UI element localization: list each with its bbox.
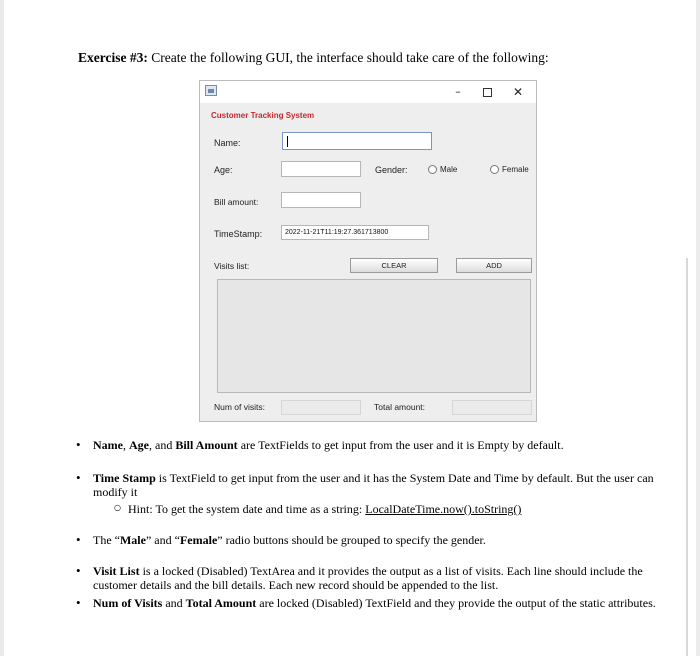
page-edge-left bbox=[0, 0, 4, 656]
gui-window bbox=[199, 80, 537, 422]
male-radio[interactable] bbox=[428, 165, 437, 174]
text-segment: ” radio buttons should be grouped to specify the gender. bbox=[217, 533, 486, 547]
bullet-dot: • bbox=[76, 563, 81, 578]
text-segment: and bbox=[162, 596, 186, 610]
maximize-button[interactable] bbox=[475, 81, 499, 103]
gender-label: Gender: bbox=[375, 165, 408, 175]
text-segment: ” and “ bbox=[145, 533, 180, 547]
bill-amount-label: Bill amount: bbox=[214, 197, 259, 207]
exercise-description: Create the following GUI, the interface should take care of the following: bbox=[147, 50, 549, 65]
page-edge-right bbox=[696, 0, 700, 656]
term-male: Male bbox=[119, 533, 146, 547]
male-label: Male bbox=[440, 165, 458, 174]
term-visit-list: Visit List bbox=[93, 564, 140, 578]
text-segment: are locked (Disabled) TextField and they provide the output of the static attributes. bbox=[256, 596, 656, 610]
minimize-button[interactable]: – bbox=[455, 85, 461, 98]
num-visits-label: Num of visits: bbox=[214, 402, 266, 412]
add-button[interactable]: ADD bbox=[456, 258, 532, 273]
name-label: Name: bbox=[214, 138, 241, 148]
term-age: Age bbox=[129, 438, 149, 452]
term-female: Female bbox=[179, 533, 218, 547]
exercise-heading bbox=[78, 50, 549, 66]
timestamp-label: TimeStamp: bbox=[214, 229, 263, 239]
text-segment: The “ bbox=[93, 533, 120, 547]
text-segment: are TextFields to get input from the user and it is Empty by default. bbox=[237, 438, 564, 452]
term-time-stamp: Time Stamp bbox=[93, 471, 156, 485]
num-visits-field bbox=[281, 400, 361, 415]
maximize-icon bbox=[483, 88, 492, 97]
term-bill-amount: Bill Amount bbox=[175, 438, 238, 452]
total-amount-label: Total amount: bbox=[374, 402, 426, 412]
bullet-dot: • bbox=[76, 595, 81, 610]
name-input[interactable] bbox=[282, 132, 432, 150]
hint-text: Hint: To get the system date and time as a string: bbox=[128, 502, 366, 516]
text-segment: , and bbox=[149, 438, 176, 452]
term-num-of-visits: Num of Visits bbox=[93, 596, 163, 610]
total-amount-field bbox=[452, 400, 532, 415]
text-segment: , bbox=[123, 438, 129, 452]
bullet-dot: • bbox=[76, 437, 81, 452]
visits-list-textarea bbox=[217, 279, 531, 393]
age-input[interactable] bbox=[281, 161, 361, 177]
hint-code: LocalDateTime.now().toString() bbox=[365, 502, 522, 516]
female-label: Female bbox=[502, 165, 529, 174]
bullet-dot: • bbox=[76, 470, 81, 485]
bill-amount-input[interactable] bbox=[281, 192, 361, 208]
text-segment: is TextField to get input from the user and it has the System Date and Time by default. But the user can modify it bbox=[93, 471, 654, 499]
term-total-amount: Total Amount bbox=[185, 596, 257, 610]
text-caret bbox=[287, 136, 288, 147]
exercise-number: Exercise #3: bbox=[78, 50, 148, 65]
right-margin-rule bbox=[686, 258, 688, 656]
age-label: Age: bbox=[214, 165, 233, 175]
close-button[interactable]: ✕ bbox=[512, 85, 524, 99]
bullet-dot: • bbox=[76, 532, 81, 547]
java-app-icon bbox=[205, 85, 217, 96]
visits-list-label: Visits list: bbox=[214, 261, 250, 271]
sub-bullet-circle: ○ bbox=[114, 503, 121, 512]
system-title: Customer Tracking System bbox=[211, 111, 315, 120]
clear-button[interactable]: CLEAR bbox=[350, 258, 438, 273]
title-bar bbox=[200, 81, 536, 103]
term-name: Name bbox=[93, 438, 123, 452]
text-segment: is a locked (Disabled) TextArea and it provides the output as a list of visits. Each line should include the customer details and the bill details. Each new record should be appended to the list. bbox=[93, 564, 643, 592]
timestamp-input[interactable]: 2022-11-21T11:19:27.361713800 bbox=[281, 225, 429, 240]
female-radio[interactable] bbox=[490, 165, 499, 174]
